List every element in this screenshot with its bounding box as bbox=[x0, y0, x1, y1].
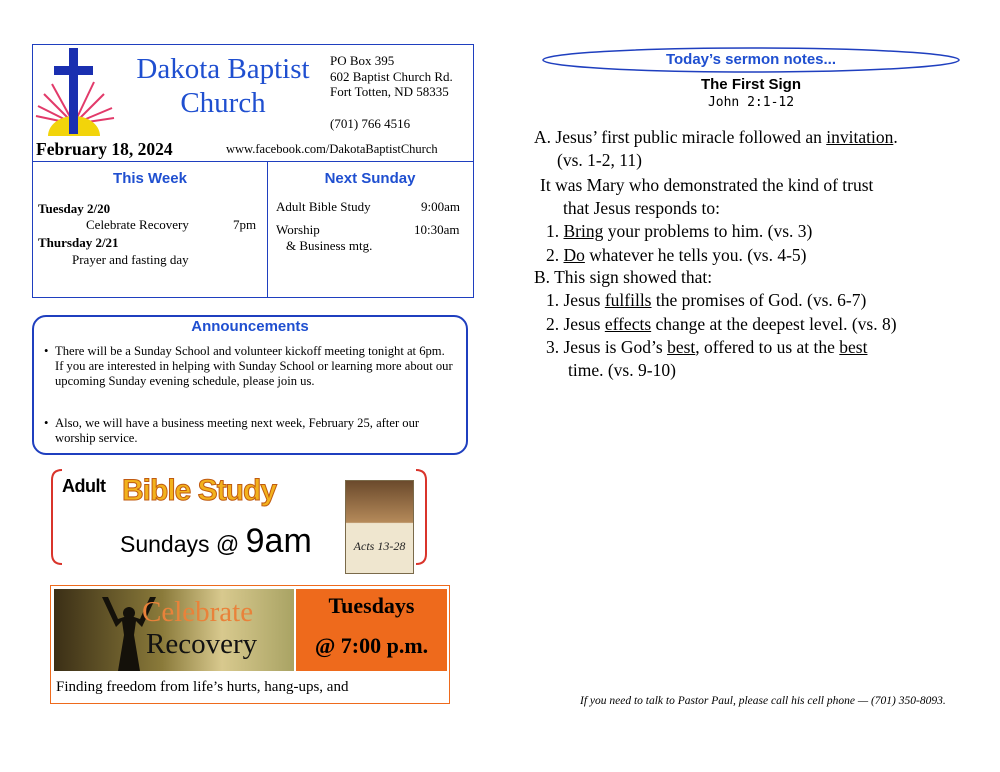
address-line: PO Box 395 bbox=[330, 53, 395, 68]
celebrate-recovery-image bbox=[54, 589, 294, 671]
celebrate-time-panel bbox=[296, 589, 447, 671]
facebook-link[interactable]: www.facebook.com/DakotaBaptistChurch bbox=[226, 142, 438, 156]
bullet-icon: • bbox=[44, 344, 49, 358]
text: 2. bbox=[546, 245, 564, 265]
this-week-heading: This Week bbox=[113, 170, 187, 187]
next-item-label: Adult Bible Study bbox=[276, 199, 371, 214]
church-name-line1: Dakota Baptist bbox=[136, 53, 310, 85]
bulletin-date: February 18, 2024 bbox=[36, 139, 173, 159]
keyword: invitation bbox=[826, 127, 894, 147]
subpoint-b1 bbox=[546, 289, 866, 312]
bible-study-title: Bible Study bbox=[122, 474, 277, 507]
text: 2. Jesus bbox=[546, 314, 605, 334]
announcement-text: Also, we will have a business meeting next week, February 25, after our worship service. bbox=[55, 416, 420, 445]
subpoint-2 bbox=[546, 244, 807, 267]
announcements-heading: Announcements bbox=[191, 318, 309, 335]
next-item-time: 10:30am bbox=[414, 222, 460, 237]
text: 1. Jesus bbox=[546, 290, 605, 310]
day-thursday: Thursday 2/21 bbox=[38, 235, 119, 250]
announcement-text: There will be a Sunday School and volunteer kickoff meeting tonight at 6pm. If you are interested in helping with Sunday School or learning more about our upcoming Sunday evening schedule, please join us. bbox=[55, 344, 453, 388]
trust-line2: that Jesus responds to: bbox=[563, 198, 721, 218]
day-tuesday: Tuesday 2/20 bbox=[38, 201, 111, 216]
text: A. Jesus’ first public miracle followed an bbox=[534, 127, 827, 147]
event-time: 7pm bbox=[233, 217, 257, 232]
adult-label: Adult bbox=[62, 476, 106, 496]
keyword: best bbox=[839, 337, 868, 357]
text: change at the deepest level. (vs. 8) bbox=[651, 314, 897, 334]
celebrate-tagline: Finding freedom from life’s hurts, hang-ups, and bbox=[56, 679, 349, 695]
text: the promises of God. (vs. 6-7) bbox=[651, 290, 867, 310]
when-time: 9am bbox=[245, 522, 312, 560]
announcement-item bbox=[44, 344, 456, 389]
text: 3. Jesus is God’s bbox=[546, 337, 668, 357]
text: 1. bbox=[546, 221, 564, 241]
keyword: effects bbox=[604, 314, 652, 334]
text: . bbox=[893, 127, 898, 147]
text: whatever he tells you. (vs. 4-5) bbox=[584, 245, 807, 265]
celebrate-day: Tuesdays bbox=[328, 593, 415, 618]
sermon-reference: John 2:1-12 bbox=[707, 95, 795, 110]
divider bbox=[33, 161, 473, 162]
address bbox=[330, 53, 453, 100]
keyword: Do bbox=[563, 245, 585, 265]
address-line: 602 Baptist Church Rd. bbox=[330, 68, 453, 84]
celebrate-time: @ 7:00 p.m. bbox=[314, 633, 429, 658]
text: your problems to him. (vs. 3) bbox=[603, 221, 813, 241]
bullet-icon: • bbox=[44, 416, 49, 430]
book-cover-image bbox=[345, 480, 414, 574]
next-item-time: 9:00am bbox=[421, 199, 460, 214]
when-prefix: Sundays @ bbox=[120, 531, 246, 557]
next-sunday-heading: Next Sunday bbox=[324, 170, 416, 187]
phone: (701) 766 4516 bbox=[330, 116, 411, 131]
pastor-contact: If you need to talk to Pastor Paul, please call his cell phone — (701) 350-8093. bbox=[580, 695, 946, 707]
subpoint-b2 bbox=[546, 313, 897, 336]
keyword: fulfills bbox=[604, 290, 652, 310]
next-item-label: Worship bbox=[276, 222, 320, 237]
subpoint-1 bbox=[546, 220, 812, 243]
event-prayer: Prayer and fasting day bbox=[72, 252, 189, 267]
sermon-banner: Today’s sermon notes... bbox=[665, 51, 837, 68]
business-meeting: & Business mtg. bbox=[286, 238, 373, 253]
point-a bbox=[534, 126, 898, 149]
keyword: best bbox=[667, 337, 696, 357]
announcement-item bbox=[44, 416, 456, 446]
keyword: Bring bbox=[563, 221, 604, 241]
bible-study-when bbox=[120, 522, 312, 561]
cross-sunrise-logo bbox=[34, 46, 124, 138]
celebrate-word: Celebrate bbox=[142, 596, 254, 628]
point-a-ref: (vs. 1-2, 11) bbox=[557, 150, 642, 170]
subpoint-b3 bbox=[546, 336, 867, 359]
text: , offered to us at the bbox=[695, 337, 840, 357]
trust-line1: It was Mary who demonstrated the kind of trust bbox=[540, 175, 874, 195]
subpoint-b3-cont: time. (vs. 9-10) bbox=[568, 360, 676, 380]
sermon-title: The First Sign bbox=[700, 76, 801, 93]
point-b: B. This sign showed that: bbox=[534, 267, 713, 287]
book-title: Acts 13-28 bbox=[353, 539, 406, 553]
event-celebrate-recovery: Celebrate Recovery bbox=[86, 217, 189, 232]
church-name-line2: Church bbox=[180, 87, 266, 119]
recovery-word: Recovery bbox=[146, 628, 258, 660]
address-line: Fort Totten, ND 58335 bbox=[330, 84, 449, 99]
